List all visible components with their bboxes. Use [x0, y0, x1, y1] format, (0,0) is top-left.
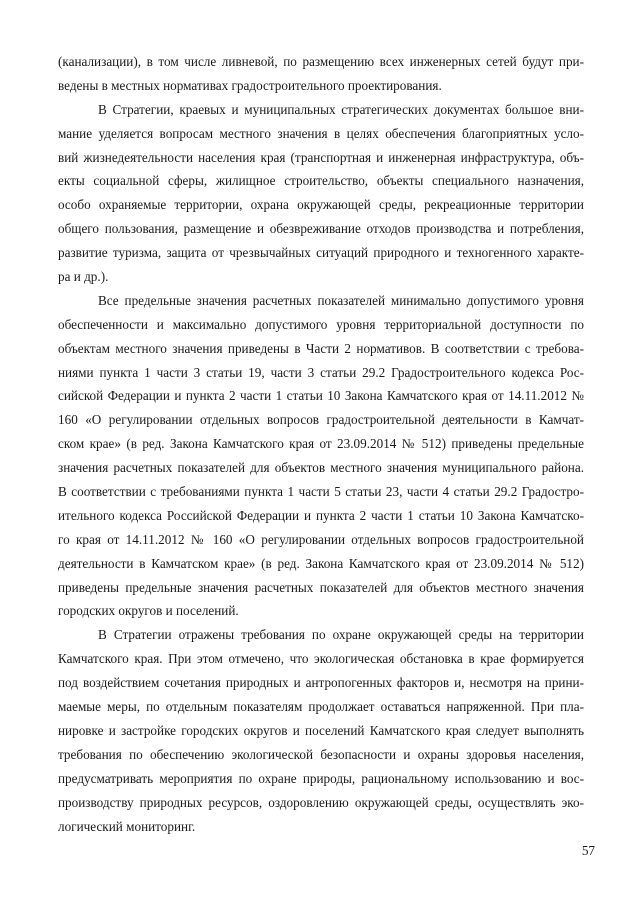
text-line: объектам местного значения приведены в Части 2 нормативов. В соответствии с требова- [58, 340, 584, 356]
text-line: городских округов и поселений. [58, 603, 239, 619]
text-line: В Стратегии отражены требования по охране окружающей среды на территории [98, 627, 584, 643]
text-line: требования по обеспечению экологической безопасности и охраны здоровья населения, [58, 746, 584, 762]
text-line: предусматривать мероприятия по охране природы, рациональному использованию и вос- [58, 770, 584, 786]
text-line: (канализации), в том числе ливневой, по размещению всех инженерных сетей будут при- [58, 54, 584, 69]
text-line: го края от 14.11.2012 № 160 «О регулировании отдельных вопросов градостроительной [58, 531, 584, 547]
text-line: Все предельные значения расчетных показателей минимально допустимого уровня [98, 292, 584, 308]
text-line: общего пользования, размещение и обезвреживание отходов производства и потребления, [58, 221, 584, 237]
text-line: приведены предельные значения расчетных показателей для объектов местного значения [58, 579, 584, 595]
text-line: ниями пункта 1 части 3 статьи 19, части 3 статьи 29.2 Градостроительного кодекса Рос- [58, 364, 584, 380]
text-line: деятельности в Камчатском крае» (в ред. Закона Камчатского края от 23.09.2014 № 512) [58, 555, 584, 571]
text-line: екты социальной сферы, жилищное строительство, объекты специального назначения, [58, 173, 584, 189]
text-line: вий жизнедеятельности населения края (транспортная и инженерная инфраструктура, объ- [58, 149, 584, 165]
text-line: ра и др.). [58, 269, 109, 285]
text-line: нировке и застройке городских округов и поселений Камчатского края следует выполнять [58, 722, 584, 738]
text-line: под воздействием сочетания природных и антропогенных факторов и, несмотря на прини- [58, 675, 584, 691]
text-line: производству природных ресурсов, оздоровлению окружающей среды, осуществлять эко- [58, 794, 584, 810]
page-number: 57 [581, 843, 595, 858]
text-line: маемые меры, по отдельным показателям продолжает оставаться напряженной. При пла- [58, 699, 584, 715]
text-line: развитие туризма, защита от чрезвычайных ситуаций природного и техногенного характе- [58, 245, 584, 261]
text-line: обеспеченности и максимально допустимого уровня территориальной доступности по [58, 316, 584, 332]
text-line: ском крае» (в ред. Закона Камчатского края от 23.09.2014 № 512) приведены предельные [58, 436, 584, 452]
text-line: 160 «О регулировании отдельных вопросов градостроительной деятельности в Камчат- [58, 412, 584, 428]
text-line: В Стратегии, краевых и муниципальных стратегических документах большое вни- [98, 101, 584, 117]
text-line: значения расчетных показателей для объектов местного значения муниципального района. [58, 460, 584, 476]
document-body [58, 50, 584, 838]
text-line: Камчатского края. При этом отмечено, что экологическая обстановка в крае формируется [58, 651, 584, 667]
text-line: особо охраняемые территории, охрана окружающей среды, рекреационные территории [58, 197, 584, 213]
text-line: логический мониторинг. [58, 818, 196, 834]
text-line: мание уделяется вопросам местного значения в целях обеспечения благоприятных усло- [58, 125, 584, 141]
text-line: ведены в местных нормативах градостроительного проектирования. [58, 77, 442, 93]
text-line: В соответствии с требованиями пункта 1 части 5 статьи 23, части 4 статьи 29.2 Градостро- [58, 484, 584, 500]
text-line: ительного кодекса Российской Федерации и пункта 2 части 1 статьи 10 Закона Камчатско- [58, 507, 584, 523]
text-line: сийской Федерации и пункта 2 части 1 статьи 10 Закона Камчатского края от 14.11.2012 № [58, 388, 584, 404]
